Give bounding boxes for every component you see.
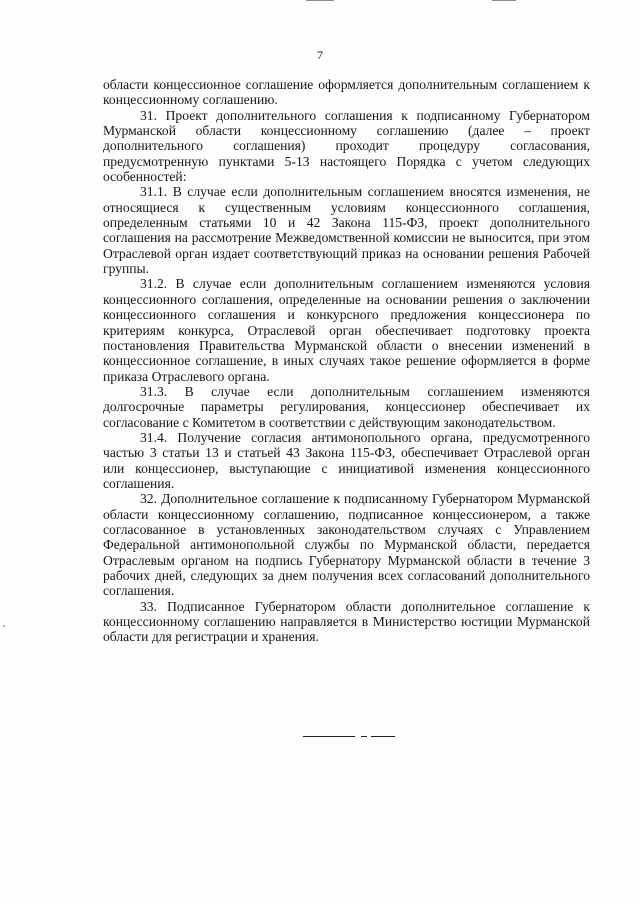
scan-artifact-line: [306, 0, 334, 1]
paragraph-31-4: 31.4. Получение согласия антимонопольного органа, предусмотренного частью 3 статьи 13 и статьей 43 Закона 115-ФЗ, обеспечивает Отраслевой орган или концессионер, выступающие с инициативой изменения концессионного соглашения.: [103, 429, 590, 491]
rule-segment: [361, 736, 367, 737]
paragraph-32: 32. Дополнительное соглашение к подписанному Губернатором Мурманской области концессионному соглашению, подписанное концессионером, а также согласованное в установленных законодательством случаях с Управлением Федеральной антимонопольной службы по Мурманской области, передается Отраслевым органом на подпись Губернатору Мурманской области в течение 3 рабочих дней, следующих за днем получения всех согласований дополнительного соглашения.: [103, 491, 590, 599]
page-number: 7: [317, 48, 323, 62]
rule-segment: [371, 736, 395, 737]
document-body: [103, 77, 590, 645]
end-of-section-rule: [303, 736, 395, 737]
paragraph-continuation: области концессионное соглашение оформляется дополнительным соглашением к концессионному соглашению.: [103, 77, 590, 108]
paragraph-31: 31. Проект дополнительного соглашения к подписанному Губернатором Мурманской области концессионному соглашению (далее – проект дополнительного соглашения) проходит процедуру согласования, предусмотренную пунктами 5-13 настоящего Порядка с учетом следующих особенностей:: [103, 107, 590, 185]
paragraph-31-3: 31.3. В случае если дополнительным соглашением изменяются долгосрочные параметры регулирования, концессионер обеспечивает их согласование с Комитетом в соответствии с действующим законодательством.: [103, 383, 590, 430]
paragraph-33: 33. Подписанное Губернатором области дополнительное соглашение к концессионному соглашению направляется в Министерство юстиции Мурманской области для регистрации и хранения.: [103, 598, 590, 645]
paragraph-31-2: 31.2. В случае если дополнительным соглашением изменяются условия концессионного соглашения, определенные на основании решения о заключении концессионного соглашения и конкурсного предложения концессионера по критериям конкурса, Отраслевой орган обеспечивает подготовку проекта постановления Правительства Мурманской области о внесении изменений в концессионное соглашение, в иных случаях такое решение оформляется в форме приказа Отраслевого органа.: [103, 276, 590, 384]
paragraph-31-1: 31.1. В случае если дополнительным соглашением вносятся изменения, не относящиеся к существенным условиям концессионного соглашения, определенным статьями 10 и 42 Закона 115-ФЗ, проект дополнительного соглашения на рассмотрение Межведомственной комиссии не выносится, при этом Отраслевой орган издает соответствующий приказ на основании решения Рабочей группы.: [103, 184, 590, 277]
rule-segment: [303, 736, 355, 737]
scan-artifact-dot: [3, 625, 5, 627]
scan-artifact-line: [492, 0, 516, 1]
